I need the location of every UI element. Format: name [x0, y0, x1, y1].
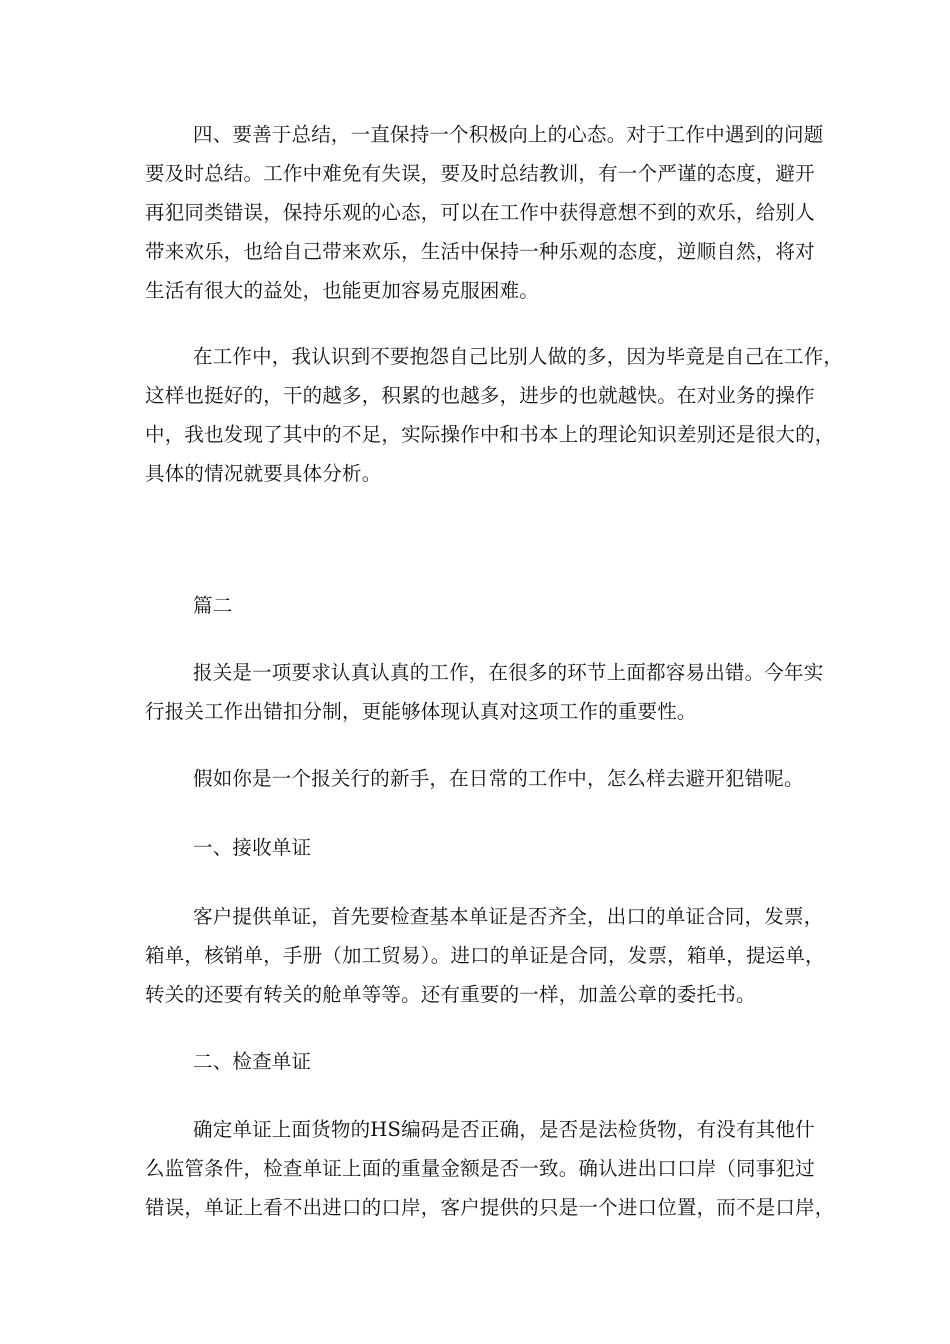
paragraph-line: 么监管条件，检查单证上面的重量金额是否一致。确认进出口口岸（同事犯过: [145, 1157, 815, 1180]
subheading: 一、接收单证: [193, 836, 312, 859]
paragraph-line: 带来欢乐，也给自己带来欢乐，生活中保持一种乐观的态度，逆顺自然，将对: [145, 240, 815, 263]
paragraph-line: 确定单证上面货物的HS编码是否正确，是否是法检货物，有没有其他什: [193, 1118, 815, 1141]
paragraph-line: 在工作中，我认识到不要抱怨自己比别人做的多，因为毕竟是自己在工作，: [193, 345, 844, 368]
paragraph-line: 客户提供单证，首先要检查基本单证是否齐全，出口的单证合同，发票，: [193, 905, 824, 928]
paragraph-line: 这样也挺好的，干的越多，积累的也越多，进步的也就越快。在对业务的操作: [145, 384, 815, 407]
paragraph-line: 报关是一项要求认真认真的工作，在很多的环节上面都容易出错。今年实: [193, 661, 824, 684]
subheading: 二、检查单证: [193, 1050, 312, 1073]
paragraph-line: 箱单，核销单，手册（加工贸易）。进口的单证是合同，发票，箱单，提运单，: [145, 944, 825, 967]
paragraph-line: 转关的还要有转关的舱单等等。还有重要的一样，加盖公章的委托书。: [145, 983, 756, 1006]
paragraph-line: 再犯同类错误，保持乐观的心态，可以在工作中获得意想不到的欢乐，给别人: [145, 201, 815, 224]
paragraph-line: 具体的情况就要具体分析。: [145, 462, 382, 485]
paragraph-line: 假如你是一个报关行的新手，在日常的工作中，怎么样去避开犯错呢。: [193, 767, 804, 790]
section-title: 篇二: [193, 594, 233, 617]
paragraph-line: 错误，单证上看不出进口的口岸，客户提供的只是一个进口位置，而不是口岸，: [145, 1196, 835, 1219]
paragraph-line: 四、要善于总结，一直保持一个积极向上的心态。对于工作中遇到的问题: [193, 123, 824, 146]
paragraph-line: 要及时总结。工作中难免有失误，要及时总结教训，有一个严谨的态度，避开: [145, 162, 815, 185]
paragraph-line: 行报关工作出错扣分制，更能够体现认真对这项工作的重要性。: [145, 700, 697, 723]
paragraph-line: 中，我也发现了其中的不足，实际操作中和书本上的理论知识差别还是很大的，: [145, 423, 835, 446]
paragraph-line: 生活有很大的益处，也能更加容易克服困难。: [145, 279, 540, 302]
